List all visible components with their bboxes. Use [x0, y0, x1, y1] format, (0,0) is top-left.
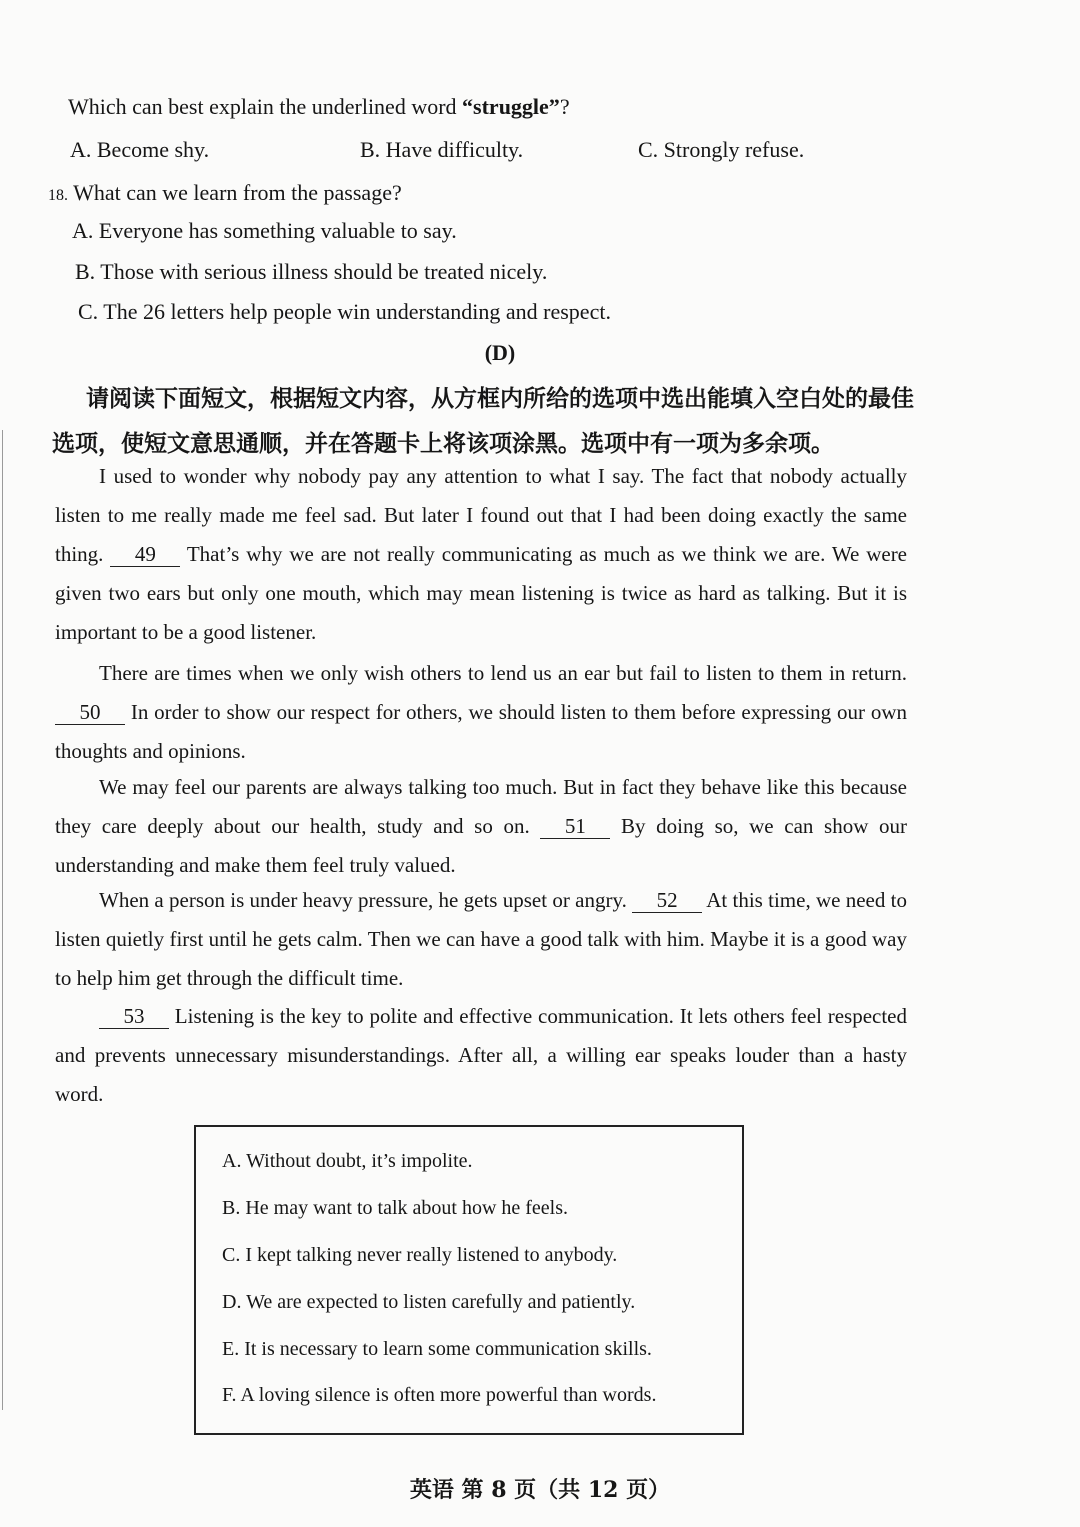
- options-box: [194, 1125, 744, 1435]
- blank-51: 51: [540, 814, 610, 839]
- q17-option-c: C. Strongly refuse.: [638, 137, 805, 162]
- q17-question: [68, 94, 570, 120]
- box-option-b: B. He may want to talk about how he feels.: [222, 1197, 569, 1219]
- p5-text-b: Listening is the key to polite and effective communication. It lets others feel respected and prevents unnecessary misunderstandings. After all, a willing ear speaks louder than a hasty word.: [55, 1004, 907, 1106]
- box-option-a: A. Without doubt, it’s impolite.: [222, 1150, 473, 1172]
- p3-text-a: We may feel our parents are always talking too much. But in fact they behave like this because they care deeply about our health, study and so on.: [55, 775, 907, 838]
- passage-paragraph-3: [55, 768, 907, 885]
- box-option-f: F. A loving silence is often more powerful than words.: [222, 1384, 657, 1406]
- box-option-e: E. It is necessary to learn some communication skills.: [222, 1338, 652, 1360]
- q18-option-c: C. The 26 letters help people win understanding and respect.: [78, 299, 611, 324]
- blank-49: 49: [110, 542, 180, 567]
- blank-50: 50: [55, 700, 125, 725]
- q17-option-b: B. Have difficulty.: [360, 137, 524, 162]
- p3-text-b: By doing so, we can show our understanding and make them feel truly valued.: [55, 814, 907, 877]
- page-edge-line: [2, 430, 3, 1410]
- q18-number: 18.: [48, 187, 68, 204]
- box-option-c: C. I kept talking never really listened to anybody.: [222, 1244, 618, 1266]
- q17-question-pre: Which can best explain the underlined word: [68, 94, 463, 119]
- q18-question-text: What can we learn from the passage?: [73, 180, 402, 205]
- instruction-line-1: 请阅读下面短文，根据短文内容，从方框内所给的选项中选出能填入空白处的最佳: [86, 386, 914, 412]
- p4-text-a: When a person is under heavy pressure, he gets upset or angry.: [99, 888, 633, 912]
- q18-question: [48, 180, 402, 206]
- q18-option-b: B. Those with serious illness should be treated nicely.: [75, 259, 548, 284]
- passage-paragraph-5: [55, 997, 907, 1114]
- p1-text-b: That’s why we are not really communicating as much as we think we are. We were given two ears but only one mouth, which may mean listening is twice as hard as talking. But it is important to be a good listener.: [55, 542, 908, 644]
- q17-question-post: ?: [559, 94, 570, 119]
- instruction-line-2: 选项，使短文意思通顺，并在答题卡上将该项涂黑。选项中有一项为多余项。: [52, 431, 834, 457]
- blank-52: 52: [632, 888, 702, 913]
- box-option-d: D. We are expected to listen carefully and patiently.: [222, 1291, 636, 1313]
- passage-paragraph-2: [55, 654, 907, 771]
- passage-paragraph-1: [55, 457, 907, 652]
- p4-text-b: At this time, we need to listen quietly first until he gets calm. Then we can have a good talk with him. Maybe it is a good way to help him get through the difficult time.: [55, 888, 907, 990]
- p2-text-a: There are times when we only wish others to lend us an ear but fail to listen to them in return.: [99, 661, 907, 685]
- q17-option-a: A. Become shy.: [70, 137, 210, 162]
- p1-text-a: I used to wonder why nobody pay any attention to what I say. The fact that nobody actually listen to me really made me feel sad. But later I found out that I had been doing exactly the same thing.: [55, 464, 907, 566]
- p2-text-b: In order to show our respect for others, we should listen to them before expressing our own thoughts and opinions.: [55, 700, 907, 763]
- page-footer: 英语 第 8 页（共 12 页）: [409, 1477, 671, 1503]
- passage-paragraph-4: [55, 881, 907, 998]
- q17-keyword: “struggle”: [462, 94, 560, 119]
- blank-53: 53: [99, 1004, 169, 1029]
- section-title: (D): [484, 340, 516, 365]
- q18-option-a: A. Everyone has something valuable to say.: [72, 218, 457, 243]
